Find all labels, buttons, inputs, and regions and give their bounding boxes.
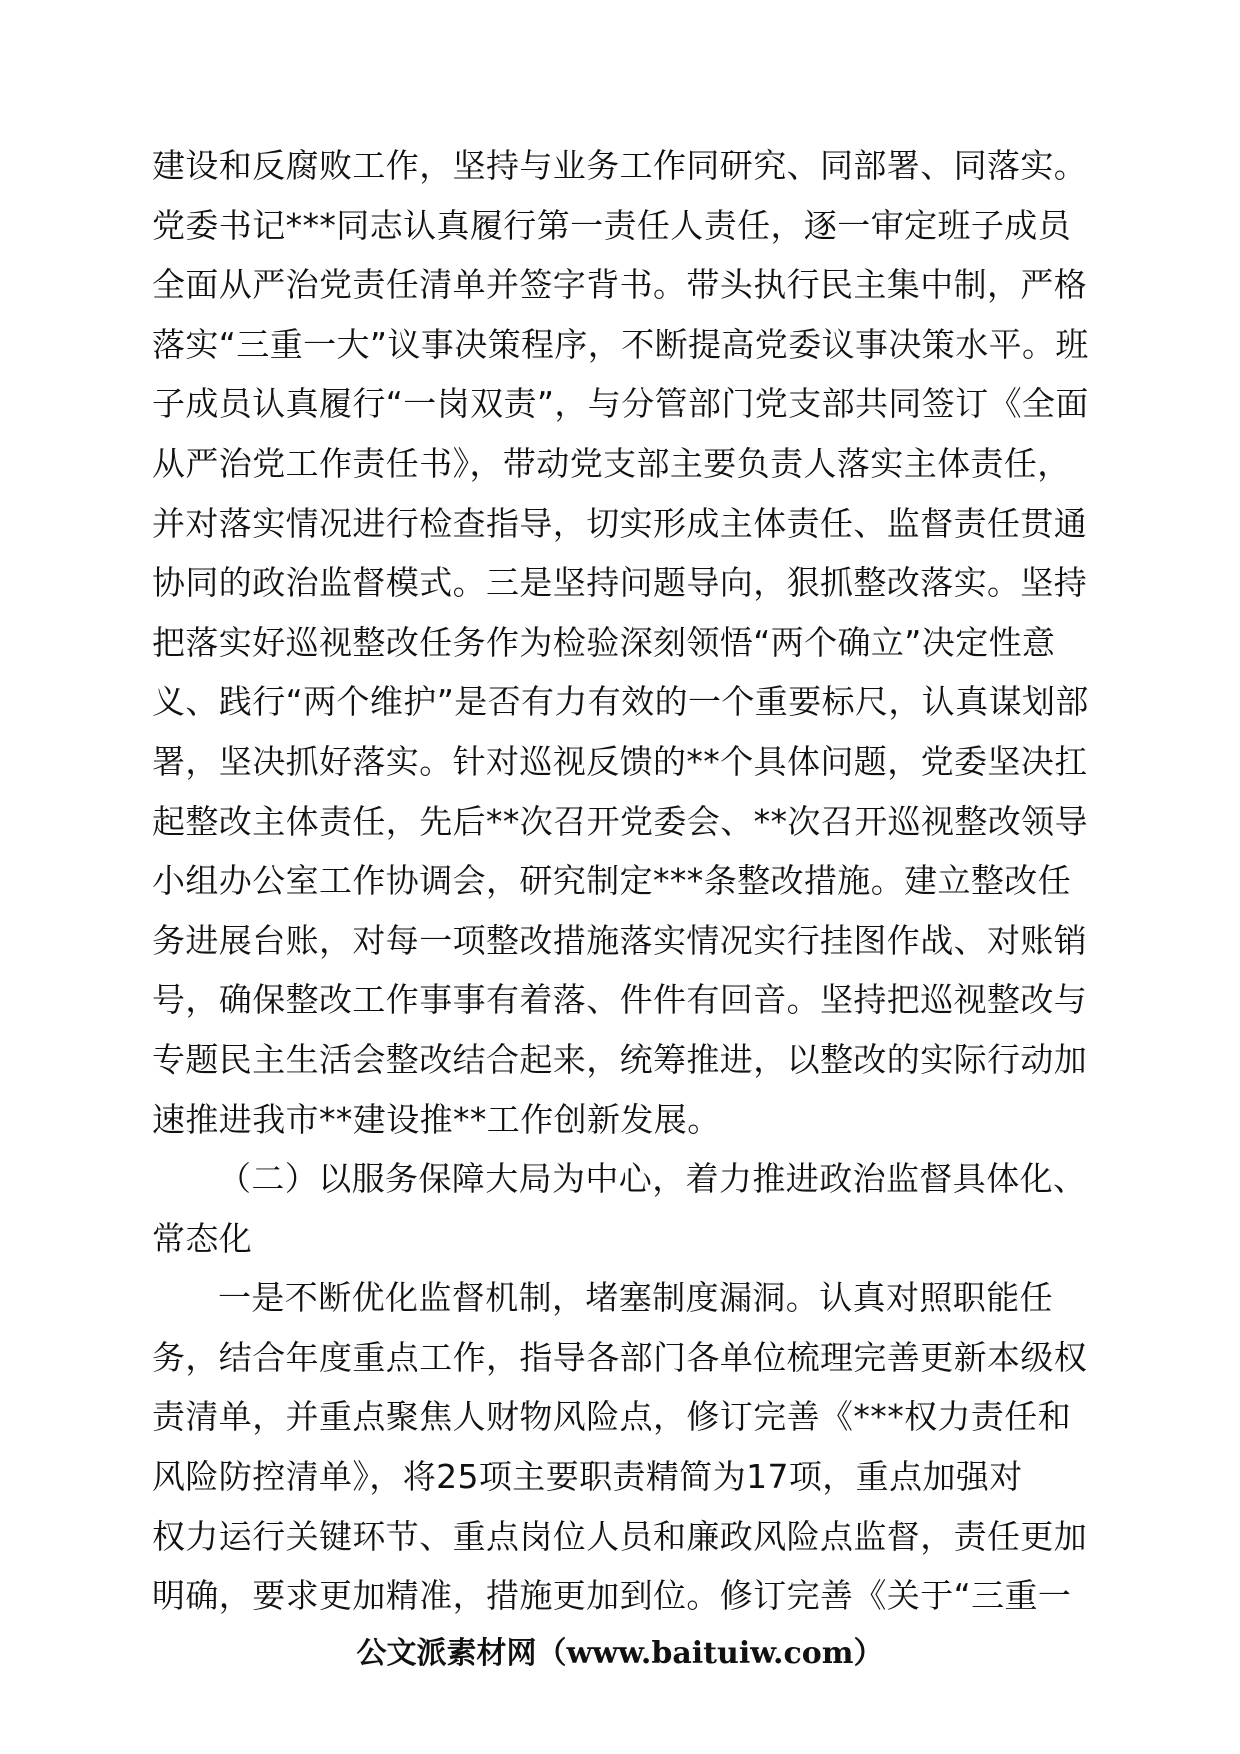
text-line: 小组办公室工作协调会，研究制定***条整改措施。建立整改任 xyxy=(152,861,1072,901)
footer-watermark: 公文派素材网（www.baituiw.com） xyxy=(356,1636,884,1671)
text-line: 起整改主体责任，先后**次召开党委会、**次召开巡视整改领导 xyxy=(152,801,1088,841)
text-line: 落实“三重一大”议事决策程序，不断提高党委议事决策水平。班 xyxy=(152,324,1089,364)
text-line: 明确，要求更加精准，措施更加到位。修订完善《关于“三重一 xyxy=(152,1576,1072,1616)
text-line: 速推进我市**建设推**工作创新发展。 xyxy=(152,1099,721,1139)
body-text xyxy=(152,136,1092,1626)
text-line: 专题民主生活会整改结合起来，统筹推进，以整改的实际行动加 xyxy=(152,1039,1088,1079)
text-line: 风险防控清单》，将25项主要职责精简为17项，重点加强对 xyxy=(152,1457,1023,1497)
text-line: 务进展台账，对每一项整改措施落实情况实行挂图作战、对账销 xyxy=(152,920,1088,960)
text-line: 子成员认真履行“一岗双责”，与分管部门党支部共同签订《全面 xyxy=(152,384,1089,424)
text-line: 义、践行“两个维护”是否有力有效的一个重要标尺，认真谋划部 xyxy=(152,682,1089,722)
text-line: 署，坚决抓好落实。针对巡视反馈的**个具体问题，党委坚决扛 xyxy=(152,741,1088,781)
text-line: 从严治党工作责任书》，带动党支部主要负责人落实主体责任， xyxy=(152,443,1071,483)
text-line: 党委书记***同志认真履行第一责任人责任，逐一审定班子成员 xyxy=(152,205,1072,245)
paragraph-start: 一是不断优化监督机制，堵塞制度漏洞。认真对照职能任 xyxy=(218,1278,1053,1318)
text-line: 协同的政治监督模式。三是坚持问题导向，狠抓整改落实。坚持 xyxy=(152,563,1088,603)
text-line: 权力运行关键环节、重点岗位人员和廉政风险点监督，责任更加 xyxy=(152,1516,1088,1556)
section-heading-continued: 常态化 xyxy=(152,1218,253,1258)
text-line: 并对落实情况进行检查指导，切实形成主体责任、监督责任贯通 xyxy=(152,503,1088,543)
text-line: 务，结合年度重点工作，指导各部门各单位梳理完善更新本级权 xyxy=(152,1337,1088,1377)
section-heading: （二）以服务保障大局为中心，着力推进政治监督具体化、 xyxy=(218,1159,1087,1199)
text-line: 建设和反腐败工作，坚持与业务工作同研究、同部署、同落实。 xyxy=(152,146,1088,185)
text-line: 号，确保整改工作事事有着落、件件有回音。坚持把巡视整改与 xyxy=(152,980,1088,1020)
text-line: 把落实好巡视整改任务作为检验深刻领悟“两个确立”决定性意 xyxy=(152,622,1056,662)
text-line: 全面从严治党责任清单并签字背书。带头执行民主集中制，严格 xyxy=(152,265,1088,305)
text-line: 责清单，并重点聚焦人财物风险点，修订完善《***权力责任和 xyxy=(152,1397,1072,1437)
